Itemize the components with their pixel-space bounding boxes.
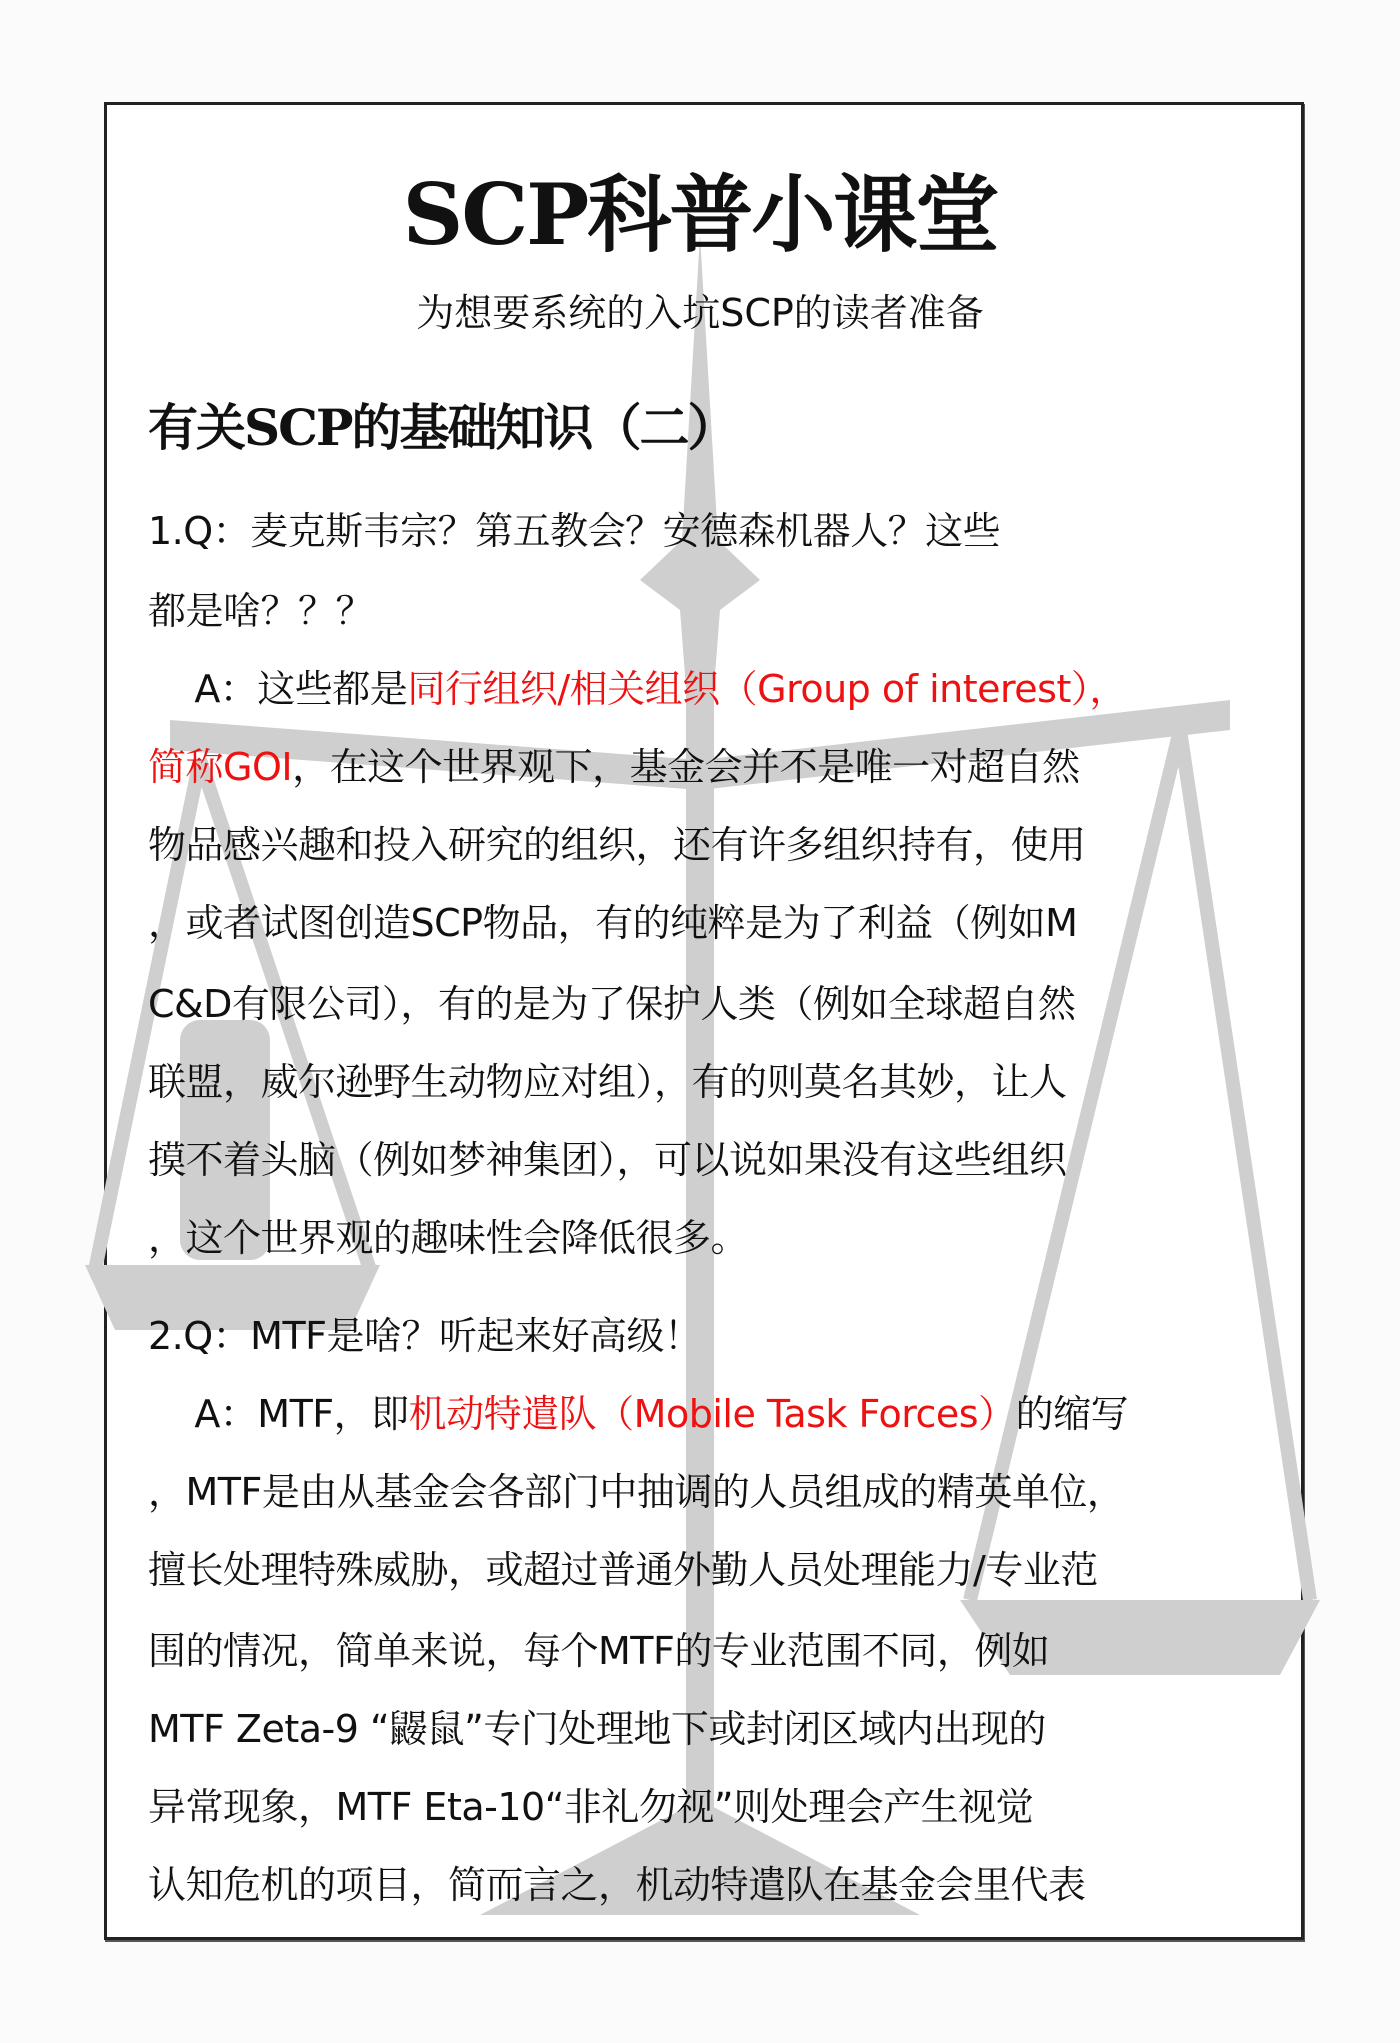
text-line bbox=[148, 1539, 1098, 1594]
text-line bbox=[148, 1776, 1033, 1831]
text-line bbox=[148, 1129, 1067, 1184]
text-segment: ，或者试图创造SCP物品，有的纯粹是为了利益（例如M bbox=[148, 901, 1078, 945]
text-line bbox=[148, 1051, 1067, 1106]
text-line bbox=[148, 1383, 1128, 1438]
text-line bbox=[148, 1854, 1086, 1909]
text-line bbox=[148, 1698, 1046, 1753]
text-segment: A：这些都是 bbox=[148, 667, 408, 711]
text-segment: 擅长处理特殊威胁，或超过普通外勤人员处理能力/专业范 bbox=[148, 1548, 1098, 1592]
text-line bbox=[148, 500, 1000, 555]
text-segment: A：MTF，即 bbox=[148, 1392, 409, 1436]
text-segment: 1.Q：麦克斯韦宗？第五教会？安德森机器人？这些 bbox=[148, 509, 1001, 553]
text-line bbox=[148, 658, 1127, 713]
text-line bbox=[148, 1620, 1049, 1675]
text-line bbox=[148, 973, 1075, 1028]
text-segment: 都是啥？？？ bbox=[148, 589, 374, 633]
page-subtitle: 为想要系统的入坑SCP的读者准备 bbox=[416, 291, 984, 335]
text-segment: 异常现象，MTF Eta-10“非礼勿视”则处理会产生视觉 bbox=[148, 1785, 1034, 1829]
text-segment: 围的情况，简单来说，每个MTF的专业范围不同，例如 bbox=[148, 1629, 1050, 1673]
text-segment: 的缩写 bbox=[1015, 1392, 1129, 1436]
text-line bbox=[148, 892, 1077, 947]
highlighted-term: 同行组织/相关组织（Group of interest）， bbox=[407, 667, 1127, 711]
text-line bbox=[148, 1461, 1124, 1516]
highlighted-term: 机动特遣队（Mobile Task Forces） bbox=[408, 1392, 1016, 1436]
text-segment: ，MTF是由从基金会各部门中抽调的人员组成的精英单位， bbox=[148, 1470, 1125, 1514]
text-segment: 摸不着头脑（例如梦神集团），可以说如果没有这些组织 bbox=[148, 1138, 1067, 1182]
page-title: SCP科普小课堂 bbox=[402, 165, 998, 264]
text-segment: MTF Zeta-9 “鼹鼠”专门处理地下或封闭区域内出现的 bbox=[148, 1707, 1046, 1751]
text-segment: 联盟，威尔逊野生动物应对组），有的则莫名其妙，让人 bbox=[148, 1060, 1067, 1104]
text-segment: ，在这个世界观下，基金会并不是唯一对超自然 bbox=[292, 745, 1080, 789]
text-segment: 物品感兴趣和投入研究的组织，还有许多组织持有，使用 bbox=[148, 823, 1086, 867]
text-segment: ，这个世界观的趣味性会降低很多。 bbox=[148, 1216, 749, 1260]
text-line bbox=[148, 1207, 748, 1262]
text-segment: C&D有限公司），有的是为了保护人类（例如全球超自然 bbox=[148, 982, 1076, 1026]
text-segment: 2.Q：MTF是啥？听起来好高级！ bbox=[148, 1314, 702, 1358]
text-line bbox=[148, 736, 1080, 791]
text-line bbox=[148, 1305, 702, 1360]
section-heading: 有关SCP的基础知识（二） bbox=[148, 398, 736, 457]
text-segment: 认知危机的项目，简而言之，机动特遣队在基金会里代表 bbox=[148, 1863, 1086, 1907]
highlighted-term: 简称GOI bbox=[148, 745, 293, 789]
text-line bbox=[148, 580, 373, 635]
text-line bbox=[148, 814, 1086, 869]
